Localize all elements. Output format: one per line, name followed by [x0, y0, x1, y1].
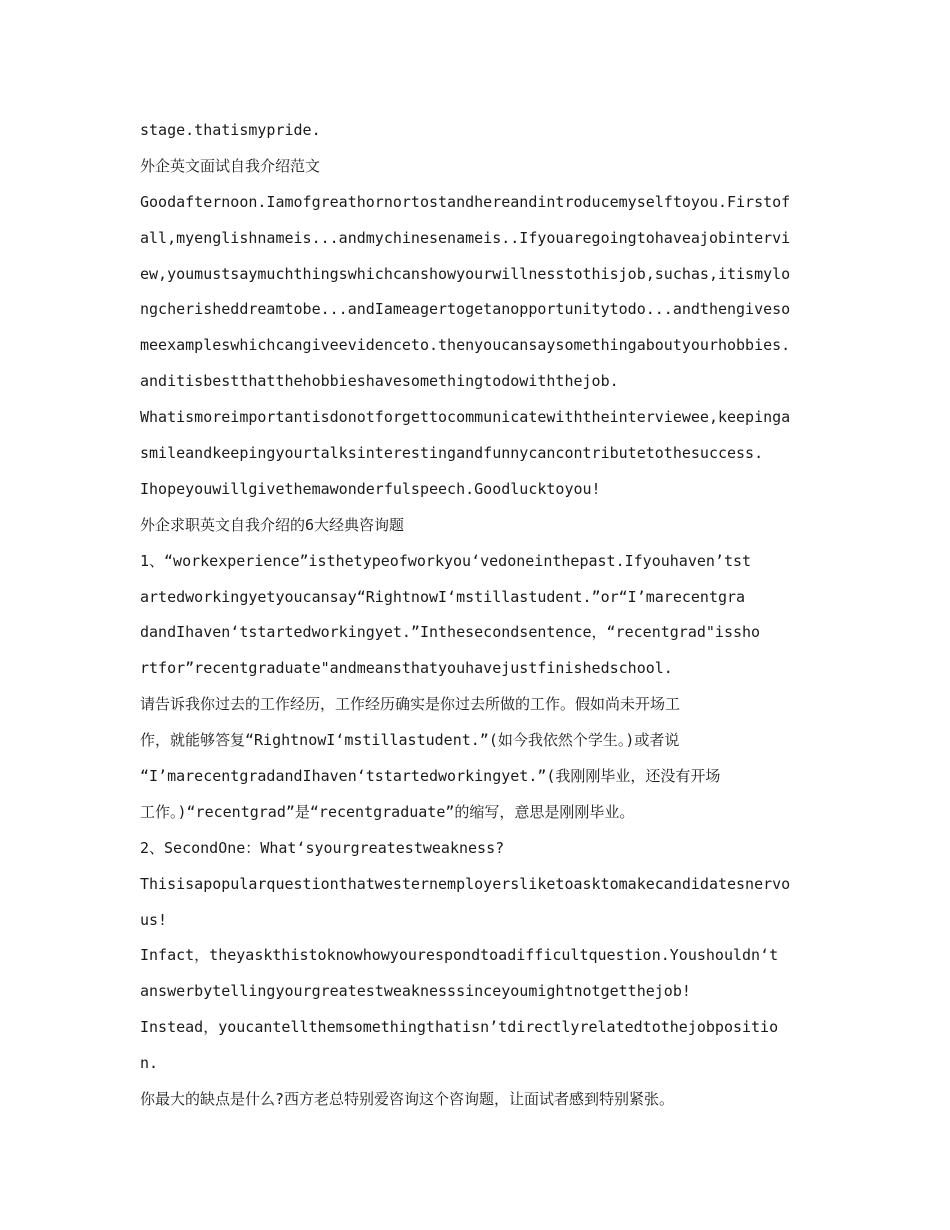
text-line: Thisisapopularquestionthatwesternemployersliketoasktomakecandidatesnervo [140, 874, 791, 893]
text-line: 1、“workexperience”isthetypeofworkyou‘vedoneinthepast.Ifyouhaven’tst [140, 551, 752, 570]
text-line: answerbytellingyourgreatestweaknesssinceyoumightnotgetthejob! [140, 982, 691, 1001]
text-line: Infact，theyaskthistoknowhowyourespondtoadifficultquestion.Youshouldn‘t [140, 946, 779, 965]
text-line: rtfor”recentgraduate"andmeansthatyouhavejustfinishedschool. [140, 659, 673, 678]
text-line: dandIhaven‘tstartedworkingyet.”Inthesecondsentence，“recentgrad"issho [140, 623, 761, 642]
text-line: all,myenglishnameis...andmychinesenameis..Ifyouaregoingtohaveajobintervi [140, 228, 791, 247]
text-line: 2、SecondOne：What‘syourgreatestweakness? [140, 838, 505, 857]
text-line: n. [140, 1054, 159, 1073]
text-line: 工作。)“recentgrad”是“recentgraduate”的缩写，意思是刚刚毕业。 [140, 802, 635, 821]
text-line: 作，就能够答复“RightnowI‘mstillastudent.”(如今我依然个学生。)或者说 [140, 731, 680, 750]
text-line: ngcherisheddreamtobe...andIameagertogetanopportunitytodo...andthengiveso [140, 300, 791, 319]
text-line: meexampleswhichcangiveevidenceto.thenyoucansaysomethingaboutyourhobbies. [140, 336, 791, 355]
text-line: Goodafternoon.Iamofgreathornortostandhereandintroducemyselftoyou.Firstof [140, 192, 791, 211]
text-line: “I’marecentgradandIhaven‘tstartedworkingyet.”(我刚刚毕业，还没有开场 [140, 767, 721, 786]
text-line: us! [140, 910, 168, 929]
text-line: anditisbestthatthehobbieshavesomethingtodowiththejob. [140, 372, 619, 391]
text-line: Whatismoreimportantisdonotforgettocommunicatewiththeinterviewee,keepinga [140, 408, 791, 427]
text-line: artedworkingyetyoucansay“RightnowI‘mstillastudent.”or“I’marecentgra [140, 587, 746, 606]
section-heading: 外企求职英文自我介绍的6大经典咨询题 [140, 515, 405, 534]
text-line: ew,youmustsaymuchthingswhichcanshowyourwillnesstothisjob,suchas,itismylo [140, 264, 791, 283]
text-line: 请告诉我你过去的工作经历，工作经历确实是你过去所做的工作。假如尚未开场工 [140, 695, 681, 714]
document-body [140, 113, 812, 1118]
text-line: Ihopeyouwillgivethemawonderfulspeech.Goodlucktoyou! [140, 479, 601, 498]
text-line: smileandkeepingyourtalksinterestingandfunnycancontributetothesuccess. [140, 444, 764, 463]
text-line: 你最大的缺点是什么?西方老总特别爱咨询这个咨询题，让面试者感到特别紧张。 [140, 1090, 675, 1109]
section-heading: 外企英文面试自我介绍范文 [140, 156, 321, 175]
text-line: stage.thatismypride. [140, 121, 321, 139]
text-line: Instead，youcantellthemsomethingthatisn’tdirectlyrelatedtothejobpositio [140, 1018, 779, 1037]
